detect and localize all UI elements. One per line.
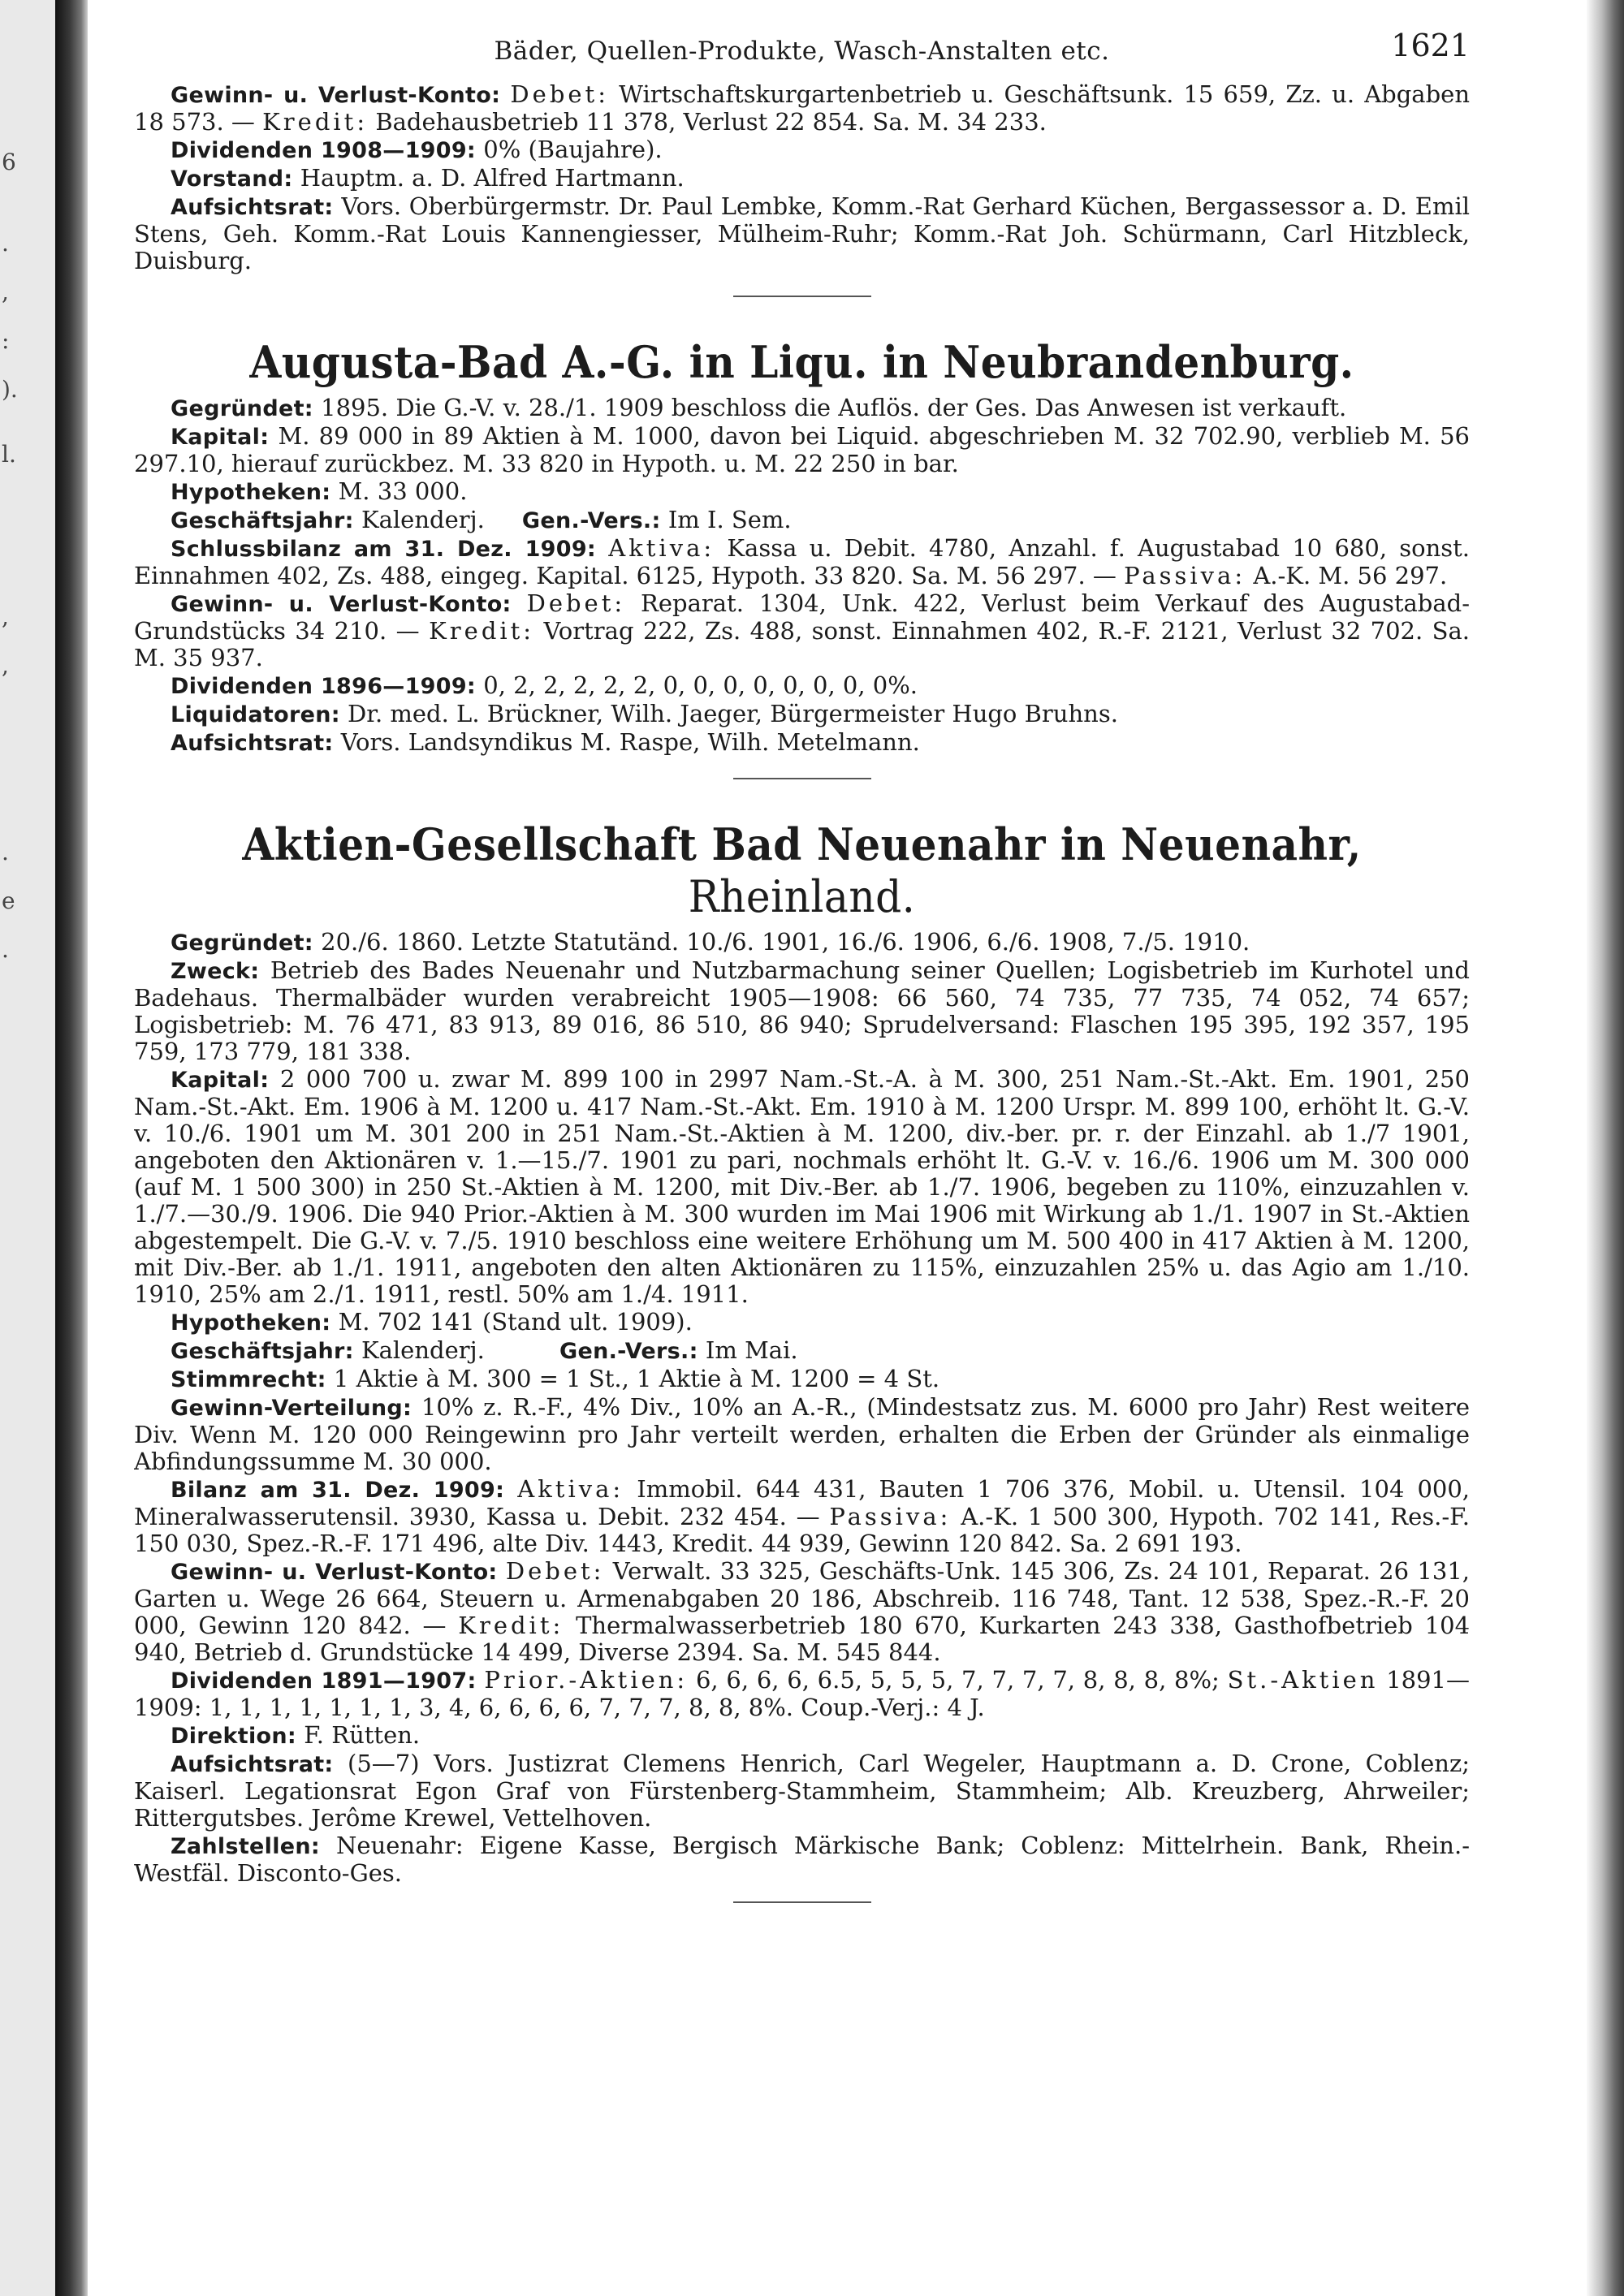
gewinn-verlust-label: Gewinn- u. Verlust-Konto: [171, 1560, 498, 1585]
company-title: Augusta-Bad A.-G. in Liqu. in Neubrandenburg. [249, 336, 1354, 388]
dividenden-paragraph [134, 1667, 1470, 1721]
hypotheken-paragraph [134, 478, 1470, 506]
gewinn-verlust-paragraph [134, 590, 1470, 671]
gegruendet-paragraph [134, 929, 1470, 956]
gewinn-verlust-paragraph [134, 81, 1470, 136]
zahlstellen-label: Zahlstellen: [171, 1834, 321, 1859]
genvers-text: Im I. Sem. [667, 506, 792, 533]
liquidatoren-label: Liquidatoren: [171, 702, 340, 727]
vorstand-label: Vorstand: [171, 166, 293, 192]
margin-marks [2, 138, 26, 974]
margin-mark: , [2, 603, 9, 630]
gewinn-verteilung-label: Gewinn-Verteilung: [171, 1396, 412, 1421]
direktion-paragraph [134, 1722, 1470, 1750]
preceding-entry [134, 81, 1470, 274]
page-number: 1621 [1391, 28, 1470, 63]
running-title: Bäder, Quellen-Produkte, Wasch-Anstalten etc. [494, 37, 1110, 66]
kapital-paragraph [134, 423, 1470, 477]
kapital-label: Kapital: [171, 1068, 270, 1093]
dividenden-label: Dividenden 1908—1909: [171, 138, 477, 163]
margin-mark: l. [2, 441, 16, 468]
dividenden-paragraph [134, 136, 1470, 164]
genvers-text: Im Mai. [705, 1336, 798, 1364]
kredit-label: Kredit: [429, 617, 535, 645]
hypotheken-text: M. 702 141 (Stand ult. 1909). [338, 1308, 693, 1336]
liquidatoren-text: Dr. med. L. Brückner, Wilh. Jaeger, Bürgermeister Hugo Bruhns. [348, 700, 1118, 727]
st-aktien-label: St.-Aktien [1227, 1666, 1379, 1694]
hypotheken-paragraph [134, 1309, 1470, 1336]
kapital-text: 2 000 700 u. zwar M. 899 100 in 2997 Nam.-St.-A. à M. 300, 251 Nam.-St.-Akt. Em. 1901, 250 Nam.-St.-Akt. Em. 1906 à M. 1200 u. 417 Nam.-St.-Akt. Em. 1910 à M. 1200 Urspr. M. 899 100, erhöht lt. G.-V. v. 10./6. 1901 um M. 301 200 in 251 Nam.-St.-Aktien à M. 1200, div.-ber. pr. r. der Einzahl. ab 1./7 1901, angeboten den Aktionären v. 1.—15./7. 1901 zu pari, nochmals erhöht lt. G.-V. v. 16./6. 1906 um M. 300 000 (auf M. 1 500 300) in 250 St.-Aktien à M. 1200, mit Div.-Ber. ab 1./7. 1906, begeben zu 110%, einzuzahlen v. 1./7.—30./9. 1906. Die 940 Prior.-Aktien à M. 300 wurden im Mai 1906 mit Wirkung ab 1./1. 1907 in St.-Aktien abgestempelt. Die G.-V. v. 7./5. 1910 beschloss eine weitere Erhöhung um M. 500 400 in 417 Aktien à M. 1200, mit Div.-Ber. ab 1./1. 1911, angeboten den alten Aktionären zu 115%, einzuzahlen 25% u. das Agio am 1./10. 1910, 25% am 2./1. 1911, restl. 50% am 1./4. 1911. [134, 1065, 1470, 1308]
aufsichtsrat-label: Aufsichtsrat: [171, 731, 334, 756]
aufsichtsrat-paragraph [134, 729, 1470, 757]
section-divider [733, 296, 871, 297]
margin-mark: . [2, 936, 9, 963]
dividenden-label: Dividenden 1891—1907: [171, 1668, 477, 1694]
geschaeftsjahr-text: Kalenderj. [361, 1336, 485, 1364]
debet-text: Reparat. 1304, Unk. 422, Verlust beim Verkauf des Augustabad-Grundstücks 34 210. — [134, 589, 1470, 645]
margin-mark: , [2, 652, 9, 679]
gewinn-verlust-paragraph [134, 1558, 1470, 1666]
margin-mark: ). [2, 376, 18, 403]
zweck-text: Betrieb des Bades Neuenahr und Nutzbarmachung seiner Quellen; Logisbetrieb im Kurhotel und Badehaus. Thermalbäder wurden verabreicht 1905—1908: 66 560, 74 735, 77 735, 74 052, 74 657; Logisbetrieb: M. 76 471, 83 913, 89 016, 86 510, 86 940; Sprudelversand: Flaschen 195 395, 192 357, 195 759, 173 779, 181 338. [134, 956, 1470, 1065]
zahlstellen-text: Neuenahr: Eigene Kasse, Bergisch Märkische Bank; Coblenz: Mittelrhein. Bank, Rhein.-Westfäl. Disconto-Ges. [134, 1832, 1470, 1887]
bilanz-label: Schlussbilanz am 31. Dez. 1909: [171, 537, 597, 562]
kapital-label: Kapital: [171, 425, 270, 450]
section-divider [733, 778, 871, 779]
gegruendet-label: Gegründet: [171, 930, 313, 956]
company-title [181, 818, 1423, 922]
geschaeftsjahr-paragraph [134, 1337, 1470, 1365]
gewinn-verlust-label: Gewinn- u. Verlust-Konto: [171, 592, 512, 617]
aktiva-label: Aktiva: [608, 534, 715, 562]
page [134, 24, 1470, 2281]
genvers-label: Gen.-Vers.: [559, 1339, 698, 1364]
prior-aktien-label: Prior.-Aktien: [484, 1666, 689, 1694]
gegruendet-label: Gegründet: [171, 396, 313, 421]
margin-mark: 6 [2, 149, 16, 175]
dividenden-paragraph [134, 672, 1470, 700]
debet-text: Wirtschaftskurgartenbetrieb u. Geschäftsunk. 15 659, Zz. u. Abgaben 18 573. — [134, 80, 1470, 136]
debet-label: Debet: [505, 1557, 605, 1585]
passiva-label: Passiva: [829, 1503, 952, 1530]
kredit-text: Vortrag 222, Zs. 488, sonst. Einnahmen 402, R.-F. 2121, Verlust 32 702. Sa. M. 35 937. [134, 617, 1470, 671]
hypotheken-text: M. 33 000. [338, 477, 468, 505]
debet-label: Debet: [510, 80, 609, 108]
kredit-text: Badehausbetrieb 11 378, Verlust 22 854. Sa. M. 34 233. [375, 108, 1047, 136]
margin-mark: e [2, 887, 15, 914]
aktiva-text: Immobil. 644 431, Bauten 1 706 376, Mobil. u. Utensil. 104 000, Mineralwasserutensil. 3930, Kassa u. Debit. 232 454. — [134, 1475, 1470, 1530]
company-title-region: Rheinland. [688, 871, 916, 922]
direktion-label: Direktion: [171, 1724, 296, 1749]
aufsichtsrat-text: Vors. Oberbürgermstr. Dr. Paul Lembke, Komm.-Rat Gerhard Küchen, Bergassessor a. D. Emil Stens, Geh. Komm.-Rat Louis Kannengiesser, Mülheim-Ruhr; Komm.-Rat Joh. Schürmann, Carl Hitzbleck, Duisburg. [134, 192, 1470, 274]
margin-mark: , [2, 278, 9, 305]
hypotheken-label: Hypotheken: [171, 1310, 331, 1336]
entry-bad-neuenahr [134, 818, 1470, 1887]
margin-mark: : [2, 327, 10, 354]
aktiva-label: Aktiva: [517, 1475, 624, 1503]
prior-aktien-text: 6, 6, 6, 6, 6.5, 5, 5, 5, 7, 7, 7, 7, 8, 8, 8, 8%; [695, 1666, 1220, 1694]
gegruendet-paragraph [134, 395, 1470, 422]
zahlstellen-paragraph [134, 1832, 1470, 1887]
running-head [134, 24, 1470, 81]
aufsichtsrat-text: (5—7) Vors. Justizrat Clemens Henrich, Carl Wegeler, Hauptmann a. D. Crone, Coblenz; Kaiserl. Legationsrat Egon Graf von Fürstenberg-Stammheim, Stammheim; Alb. Kreuzberg, Ahrweiler; Rittergutsbes. Jerôme Krewel, Vettelhoven. [134, 1750, 1470, 1832]
direktion-text: F. Rütten. [304, 1721, 421, 1749]
stimmrecht-text: 1 Aktie à M. 300 = 1 St., 1 Aktie à M. 1200 = 4 St. [333, 1365, 940, 1392]
passiva-label: Passiva: [1124, 562, 1246, 589]
zweck-label: Zweck: [171, 959, 260, 984]
aktiva-text: Kassa u. Debit. 4780, Anzahl. f. Augustabad 10 680, sonst. Einnahmen 402, Zs. 488, eingeg. Kapital. 6125, Hypoth. 33 820. Sa. M. 56 297. — [134, 534, 1470, 589]
section-divider [733, 1901, 871, 1903]
bilanz-paragraph [134, 1476, 1470, 1557]
gegruendet-text: 1895. Die G.-V. v. 28./1. 1909 beschloss die Auflös. der Ges. Das Anwesen ist verkauft. [321, 394, 1347, 421]
gegruendet-text: 20./6. 1860. Letzte Statutänd. 10./6. 1901, 16./6. 1906, 6./6. 1908, 7./5. 1910. [321, 928, 1250, 956]
company-title-main: Aktien-Gesellschaft Bad Neuenahr in Neuenahr, [242, 818, 1362, 870]
margin-mark: . [2, 839, 9, 865]
right-page-edge [1587, 0, 1624, 2296]
debet-text: Verwalt. 33 325, Geschäfts-Unk. 145 306, Zs. 24 101, Reparat. 26 131, Garten u. Wege 26 664, Steuern u. Armenabgaben 20 186, Abschreib. 116 748, Tant. 12 538, Spez.-R.-F. 20 000, Gewinn 120 842. — [134, 1557, 1470, 1639]
stimmrecht-label: Stimmrecht: [171, 1367, 326, 1392]
gewinn-verteilung-paragraph [134, 1394, 1470, 1475]
kapital-text: M. 89 000 in 89 Aktien à M. 1000, davon bei Liquid. abgeschrieben M. 32 702.90, verblieb M. 56 297.10, hierauf zurückbez. M. 33 820 in Hypoth. u. M. 22 250 in bar. [134, 422, 1470, 477]
dividenden-text: 0% (Baujahre). [483, 136, 663, 163]
entry-augusta-bad [134, 336, 1470, 757]
passiva-text: A.-K. 1 500 300, Hypoth. 702 141, Res.-F. 150 030, Spez.-R.-F. 171 496, alte Div. 1443, Kredit. 44 939, Gewinn 120 842. Sa. 2 691 193. [134, 1503, 1470, 1557]
kredit-label: Kredit: [262, 108, 369, 136]
gewinn-verlust-label: Gewinn- u. Verlust-Konto: [171, 83, 501, 108]
zweck-paragraph [134, 957, 1470, 1065]
geschaeftsjahr-label: Geschäftsjahr: [171, 508, 354, 533]
vorstand-paragraph [134, 165, 1470, 192]
geschaeftsjahr-text: Kalenderj. [361, 506, 485, 533]
dividenden-label: Dividenden 1896—1909: [171, 674, 477, 699]
st-aktien-text: 1891—1909: 1, 1, 1, 1, 1, 1, 1, 3, 4, 6, 6, 6, 6, 7, 7, 7, 8, 8, 8%. Coup.-Verj.: 4 J. [134, 1666, 1470, 1721]
hypotheken-label: Hypotheken: [171, 480, 331, 505]
aufsichtsrat-label: Aufsichtsrat: [171, 195, 334, 220]
liquidatoren-paragraph [134, 701, 1470, 728]
stimmrecht-paragraph [134, 1366, 1470, 1393]
kapital-paragraph [134, 1066, 1470, 1308]
gewinn-verteilung-text: 10% z. R.-F., 4% Div., 10% an A.-R., (Mindestsatz zus. M. 6000 pro Jahr) Rest weitere Div. Wenn M. 120 000 Reingewinn pro Jahr verteilt werden, erhalten die Erben der Gründer als einmalige Abfindungssumme M. 30 000. [134, 1393, 1470, 1475]
bilanz-label: Bilanz am 31. Dez. 1909: [171, 1478, 505, 1503]
aufsichtsrat-text: Vors. Landsyndikus M. Raspe, Wilh. Metelmann. [340, 728, 920, 756]
kredit-label: Kredit: [458, 1612, 564, 1639]
book-spine-shadow [55, 0, 88, 2296]
aufsichtsrat-paragraph [134, 1750, 1470, 1832]
passiva-text: A.-K. M. 56 297. [1253, 562, 1448, 589]
aufsichtsrat-label: Aufsichtsrat: [171, 1752, 334, 1777]
genvers-label: Gen.-Vers.: [521, 508, 661, 533]
geschaeftsjahr-paragraph [134, 507, 1470, 534]
geschaeftsjahr-label: Geschäftsjahr: [171, 1339, 354, 1364]
margin-mark: . [2, 230, 9, 257]
vorstand-text: Hauptm. a. D. Alfred Hartmann. [300, 164, 685, 192]
bilanz-paragraph [134, 535, 1470, 589]
kredit-text: Thermalwasserbetrieb 180 670, Kurkarten 243 338, Gasthofbetrieb 104 940, Betrieb d. Grundstücke 14 499, Diverse 2394. Sa. M. 545 844. [134, 1612, 1470, 1666]
debet-label: Debet: [526, 589, 626, 617]
dividenden-text: 0, 2, 2, 2, 2, 2, 0, 0, 0, 0, 0, 0, 0, 0%. [483, 671, 918, 699]
aufsichtsrat-paragraph [134, 193, 1470, 274]
